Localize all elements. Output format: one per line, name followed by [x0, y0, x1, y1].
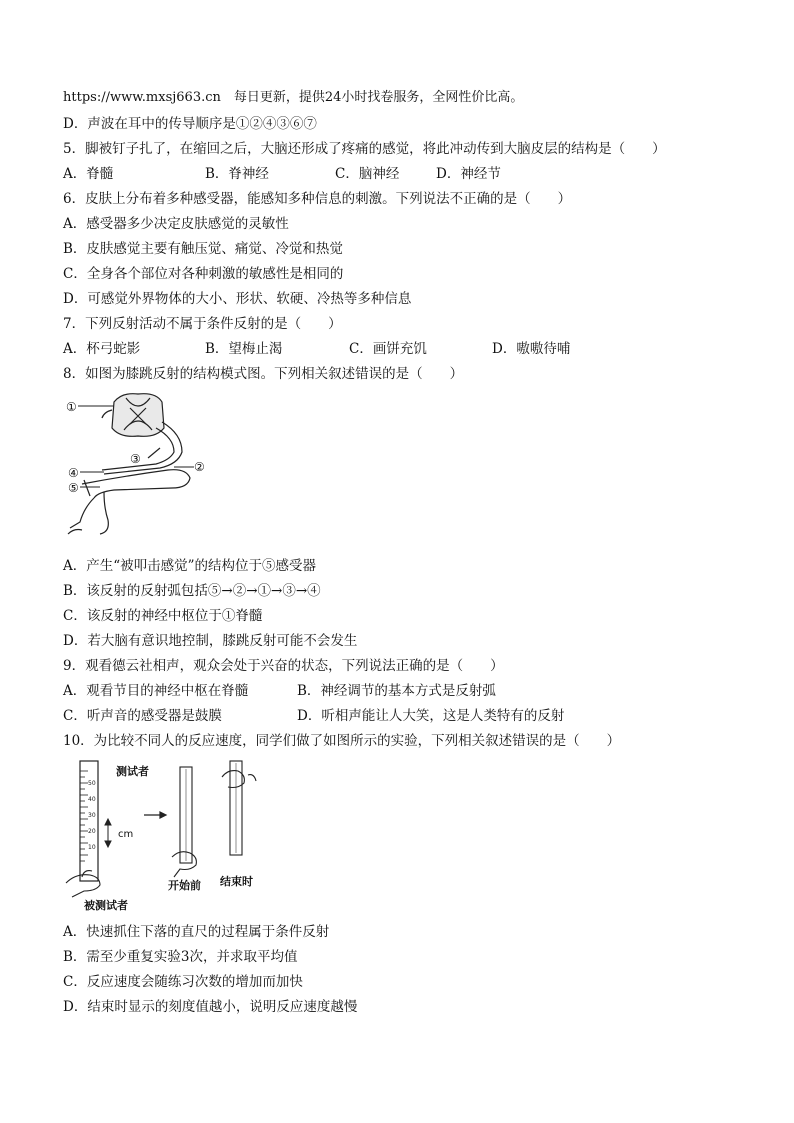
q8-option-c: C．该反射的神经中枢位于①脊髓 — [63, 608, 263, 624]
q8-option-a: A．产生“被叩击感觉”的结构位于⑤感受器 — [63, 558, 317, 574]
page-header: https://www.mxsj663.cn 每日更新，提供24小时找卷服务，全网性价比高。 — [63, 90, 524, 105]
q6-option-a: A．感受器多少决定皮肤感觉的灵敏性 — [63, 216, 289, 232]
q5-option-d: D．神经节 — [436, 166, 501, 182]
q6-stem: 6．皮肤上分布着多种感受器，能感知多种信息的刺激。下列说法不正确的是（ ） — [63, 191, 572, 207]
fig8-label-1: ① — [66, 400, 77, 414]
q8-stem: 8．如图为膝跳反射的结构模式图。下列相关叙述错误的是（ ） — [63, 366, 464, 382]
tick-20: 20 — [88, 828, 96, 835]
tick-40: 40 — [88, 796, 96, 803]
q10-option-b: B．需至少重复实验3次，并求取平均值 — [63, 949, 298, 965]
q5-stem: 5．脚被钉子扎了，在缩回之后，大脑还形成了疼痛的感觉，将此冲动传到大脑皮层的结构是（ ） — [63, 141, 666, 157]
q7-option-d: D．嗷嗷待哺 — [492, 341, 571, 357]
q5-option-a: A．脊髓 — [63, 166, 114, 182]
q9-stem: 9．观看德云社相声，观众会处于兴奋的状态，下列说法正确的是（ ） — [63, 658, 504, 674]
tester-label: 测试者 — [116, 765, 149, 778]
fig8-label-4: ④ — [68, 466, 79, 480]
tick-10: 10 — [88, 844, 96, 851]
tick-50: 50 — [88, 780, 96, 787]
q10-stem: 10．为比较不同人的反应速度，同学们做了如图所示的实验，下列相关叙述错误的是（ ） — [63, 733, 621, 749]
q6-option-d: D．可感觉外界物体的大小、形状、软硬、冷热等多种信息 — [63, 291, 412, 307]
q6-option-b: B．皮肤感觉主要有触压觉、痛觉、冷觉和热觉 — [63, 241, 343, 257]
tick-30: 30 — [88, 812, 96, 819]
q7-option-b: B．望梅止渴 — [205, 341, 283, 357]
q6-option-c: C．全身各个部位对各种刺激的敏感性是相同的 — [63, 266, 344, 282]
ruler-reaction-figure — [62, 757, 272, 915]
fig8-label-3: ③ — [130, 452, 141, 466]
q8-option-d: D．若大脑有意识地控制，膝跳反射可能不会发生 — [63, 633, 358, 649]
before-label: 开始前 — [168, 879, 201, 892]
fig8-label-5: ⑤ — [68, 481, 79, 495]
q10-option-d: D．结束时显示的刻度值越小，说明反应速度越慢 — [63, 999, 358, 1015]
q10-option-c: C．反应速度会随练习次数的增加而加快 — [63, 974, 303, 990]
q9-option-b: B．神经调节的基本方式是反射弧 — [297, 683, 496, 699]
fig8-label-2: ② — [194, 460, 205, 474]
q5-option-b: B．脊神经 — [205, 166, 269, 182]
q7-stem: 7．下列反射活动不属于条件反射的是（ ） — [63, 316, 342, 332]
q8-option-b: B．该反射的反射弧包括⑤→②→①→③→④ — [63, 583, 321, 599]
q9-option-c: C．听声音的感受器是鼓膜 — [63, 708, 222, 724]
q7-option-a: A．杯弓蛇影 — [63, 341, 141, 357]
subject-label: 被测试者 — [84, 899, 128, 912]
unit-label: cm — [118, 829, 134, 840]
q9-option-a: A．观看节目的神经中枢在脊髓 — [63, 683, 249, 699]
knee-jerk-reflex-figure — [64, 388, 214, 538]
q10-option-a: A．快速抓住下落的直尺的过程属于条件反射 — [63, 924, 330, 940]
q5-option-c: C．脑神经 — [335, 166, 400, 182]
q7-option-c: C．画饼充饥 — [349, 341, 427, 357]
q9-option-d: D．听相声能让人大笑，这是人类特有的反射 — [297, 708, 565, 724]
q4-option-d: D．声波在耳中的传导顺序是①②④③⑥⑦ — [63, 116, 317, 132]
after-label: 结束时 — [220, 875, 253, 888]
